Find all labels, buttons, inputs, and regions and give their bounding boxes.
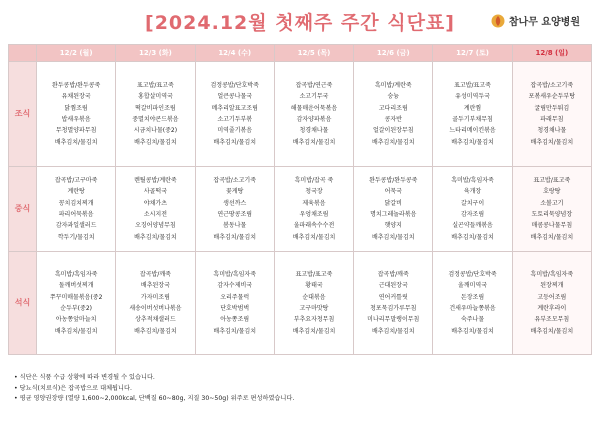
menu-item: 꽁치김치찌개 — [58, 199, 94, 207]
menu-item: 메추리알표고조림 — [211, 104, 258, 112]
menu-item: 잡곡밥/연근죽 — [295, 81, 333, 89]
menu-item: 미역줄기볶음 — [217, 127, 253, 135]
day-header: 12/4 (수) — [195, 45, 274, 62]
menu-item: 콩자반 — [384, 116, 402, 123]
menu-item: 쭈꾸미매물볶음(중2 — [49, 293, 103, 301]
menu-item: 된장찌개 — [540, 282, 564, 290]
menu-item: 해물매운어묵볶음 — [290, 104, 338, 112]
menu-item: 파리어묵볶음 — [58, 211, 94, 218]
menu-item: 소고기두부볶 — [217, 116, 253, 123]
menu-item: 얼갈이된장무침 — [372, 127, 414, 135]
menu-item: 흑미밥/흑임자죽 — [530, 270, 574, 278]
menu-item: 잡곡밥/소고기죽 — [213, 176, 256, 184]
hospital-logo — [491, 13, 580, 28]
menu-item: 무청멸양파무침 — [55, 127, 97, 135]
menu-item: 호랑탕 — [543, 188, 561, 196]
menu-item: 연근땅콩조림 — [217, 211, 253, 218]
menu-item: 배추김치/물김치 — [54, 138, 98, 146]
menu-cell — [195, 62, 274, 167]
menu-item: 돈장조림 — [460, 293, 485, 301]
header — [0, 0, 600, 40]
menu-item: 소볼고기 — [540, 199, 564, 207]
menu-item: 홍합살미역국 — [138, 93, 173, 101]
day-header: 12/6 (금) — [354, 45, 433, 62]
menu-item: 배추김치/물김치 — [292, 138, 336, 146]
menu-item: 배추김치/물김치 — [213, 233, 256, 241]
menu-item: 숙주나물 — [460, 316, 485, 324]
meal-label: 석식 — [9, 252, 37, 355]
menu-cell — [116, 252, 195, 355]
menu-item: 떡갈비파인조림 — [135, 104, 176, 112]
menu-cell — [354, 62, 433, 167]
menu-item: 표고밥/표고죽 — [295, 270, 333, 278]
menu-item: 배추김치/물김치 — [213, 327, 256, 335]
menu-item: 감자조림 — [460, 211, 485, 218]
menu-cell — [433, 167, 512, 252]
menu-item: 숭늉 — [387, 93, 400, 101]
note-item: • 식단은 식품 수급 상황에 따라 변경될 수 있습니다. — [14, 374, 155, 381]
menu-cell — [512, 252, 591, 355]
menu-item: 명치그레놀라볶음 — [370, 211, 417, 218]
menu-item: 근대된장국 — [378, 282, 408, 290]
menu-item: 시금치나물(중2) — [133, 127, 178, 135]
menu-item: 감자양파볶음 — [296, 116, 332, 123]
header-corner — [9, 45, 37, 62]
menu-item: 포볶새우순두부탕 — [528, 93, 576, 101]
menu-item: 야채가츠 — [143, 199, 168, 207]
menu-item: 건새우마늘쫑볶음 — [449, 305, 496, 312]
menu-cell — [433, 252, 512, 355]
menu-item: 감자수제비국 — [217, 282, 253, 290]
menu-item: 오징어양념무침 — [135, 222, 176, 230]
menu-item: 청경채나물 — [537, 127, 567, 135]
menu-item: 미나리무말랭이무침 — [367, 316, 420, 324]
oak-leaf-icon — [491, 14, 505, 28]
menu-cell — [116, 62, 195, 167]
menu-item: 검정콩밥/단호박죽 — [448, 270, 497, 278]
menu-item: 흑미밥/계란죽 — [374, 81, 412, 89]
menu-item: 잡곡밥/깨죽 — [377, 270, 409, 278]
menu-item: 파래무침 — [540, 116, 564, 123]
menu-item: 청국장 — [305, 188, 323, 196]
menu-item: 배추김치/물김치 — [134, 327, 177, 335]
meal-row — [9, 167, 592, 252]
menu-item: 골두기부채무침 — [452, 116, 493, 123]
menu-item: 배추김치/물김치 — [530, 327, 574, 335]
menu-cell — [433, 62, 512, 167]
menu-item: 소시지전 — [143, 211, 168, 218]
menu-item: 황태국 — [305, 282, 323, 290]
menu-item: 단호박범벅 — [220, 305, 250, 312]
menu-item: 매콤콩나물무침 — [531, 222, 573, 230]
menu-item: 연어커틀릿 — [378, 293, 408, 301]
menu-cell — [195, 252, 274, 355]
menu-item: 흑미밥/잡곡 죽 — [294, 176, 334, 184]
menu-item: 우엉채조림 — [299, 211, 329, 218]
menu-item: 실곤약들깨볶음 — [452, 222, 493, 230]
day-header-row — [9, 45, 592, 62]
menu-item: 배추김치/물김치 — [134, 233, 177, 241]
meal-label: 중식 — [9, 167, 37, 252]
menu-item: 깍두기/물김치 — [57, 233, 95, 241]
menu-item: 흑미밥/흑임자죽 — [213, 270, 256, 278]
menu-item: 검정콩밥/단호박죽 — [210, 81, 259, 89]
meal-row — [9, 252, 592, 355]
menu-item: 계란찜 — [463, 104, 482, 112]
menu-item: 육개장 — [463, 188, 482, 196]
menu-cell — [274, 252, 353, 355]
menu-item: 배추김치/물김치 — [451, 138, 494, 146]
meal-label: 조식 — [9, 62, 37, 167]
menu-item: 봄동나물 — [223, 222, 247, 230]
menu-cell — [354, 252, 433, 355]
day-header: 12/5 (목) — [274, 45, 353, 62]
menu-item: 유채된장국 — [61, 93, 91, 101]
menu-cell — [274, 167, 353, 252]
menu-item: 도토리묵양념장 — [531, 211, 573, 218]
menu-item: 햇양지 — [384, 222, 402, 230]
logo-text: 참나무 요양병원 — [508, 17, 580, 28]
meal-row — [9, 62, 592, 167]
menu-item: 갈치구이 — [460, 199, 485, 207]
menu-item: 고등어조림 — [537, 293, 567, 301]
menu-item: 표고밥/표고죽 — [533, 176, 571, 184]
menu-item: 울파래속수수전 — [293, 222, 335, 230]
menu-cell — [274, 62, 353, 167]
menu-item: 표고밥/표고죽 — [454, 81, 491, 89]
menu-item: 잡곡밥/소고기죽 — [530, 81, 574, 89]
menu-item: 배추된장국 — [140, 282, 170, 290]
menu-item: 고다리조림 — [378, 104, 408, 112]
menu-item: 중멸치야콘드볶음 — [132, 116, 179, 123]
menu-item: 청경채나물 — [299, 127, 329, 135]
menu-cell — [512, 62, 591, 167]
menu-cell — [512, 167, 591, 252]
menu-item: 배추김치/물김치 — [371, 327, 415, 335]
menu-item: 얼큰콩나물국 — [217, 93, 253, 101]
menu-item: 돌깨버섯찌개 — [58, 282, 94, 290]
menu-item: 잡곡밥/고구마죽 — [54, 176, 98, 184]
menu-item: 배추김치/물김치 — [54, 327, 98, 335]
note-item: • 평균 영양권장량 (열량 1,600~2,000kcal, 단백질 60~80g, 지질 30~50g) 위주로 편성하였습니다. — [14, 395, 295, 402]
menu-item: 사골떡국 — [143, 188, 168, 196]
menu-cell — [116, 167, 195, 252]
menu-item: 배추김치/물김치 — [530, 138, 574, 146]
menu-item: 배추김치/물김치 — [292, 327, 336, 335]
menu-item: 청포묵김가루무침 — [370, 305, 417, 312]
day-header: 12/3 (화) — [116, 45, 195, 62]
page-title: [2024.12월 첫째주 주간 식단표] — [145, 12, 455, 34]
menu-item: 흑미밥/흑임자죽 — [54, 270, 98, 278]
notes — [14, 373, 594, 405]
menu-item: 새송이버섯버나볶음 — [129, 305, 182, 312]
menu-item: 유성미역두국 — [455, 93, 490, 101]
menu-item: 소고기무국 — [299, 93, 329, 101]
menu-item: 유부조모무침 — [534, 316, 570, 324]
menu-cell — [354, 167, 433, 252]
menu-item: 배추김치/물김치 — [371, 233, 415, 241]
menu-item: 가자미조림 — [140, 293, 170, 301]
note-item: • 당뇨식(치료식)은 잡곡밥으로 대체됩니다. — [14, 384, 132, 392]
menu-item: 생선까스 — [223, 199, 247, 207]
menu-item: 표고밥/표고죽 — [137, 81, 174, 89]
menu-item: 배추김치/물김치 — [292, 233, 336, 241]
menu-item: 계란탕 — [67, 188, 85, 196]
menu-item: 어묵국 — [384, 188, 402, 196]
menu-item: 배추김치/물김치 — [134, 138, 177, 146]
menu-item: 배추김치/물김치 — [213, 138, 256, 146]
menu-item: 제육볶음 — [302, 199, 326, 207]
menu-cell — [37, 167, 116, 252]
menu-item: 완두콩밥/완두콩죽 — [51, 81, 101, 89]
menu-item: 잡곡밥/깨죽 — [139, 270, 171, 278]
menu-item: 고구마맛탕 — [299, 305, 329, 312]
day-header: 12/7 (토) — [433, 45, 512, 62]
menu-item: 순대볶음 — [302, 293, 326, 301]
menu-item: 배추김치/물김치 — [371, 138, 415, 146]
menu-item: 배추김치/물김치 — [451, 233, 494, 241]
menu-item: 감자과일샐러드 — [55, 222, 97, 230]
menu-item: 아농쫑조림 — [220, 316, 250, 324]
menu-item: 느타리메이킨볶음 — [449, 127, 496, 135]
day-header: 12/2 (월) — [37, 45, 116, 62]
menu-cell — [37, 252, 116, 355]
menu-item: 배추김치/물김치 — [451, 327, 494, 335]
menu-item: 울깨미역국 — [458, 282, 488, 290]
menu-item: 배추김치/물김치 — [530, 233, 574, 241]
menu-item: 상추적채샐러드 — [135, 316, 176, 324]
menu-item: 아농쫑앞마늘치 — [55, 316, 97, 324]
menu-item: 렌틸콩밥/계란죽 — [134, 176, 177, 184]
menu-item: 완두콩밥/완두콩죽 — [369, 176, 418, 184]
menu-item: 닭찜조림 — [64, 104, 88, 112]
menu-item: 부추요자청무침 — [293, 316, 335, 324]
menu-item: 굴림만두튀김 — [534, 104, 570, 112]
weekly-menu-table — [8, 44, 592, 355]
menu-item: 오리주물럭 — [220, 293, 250, 301]
menu-item: 밥새우볶음 — [61, 116, 91, 123]
menu-item: 순두부(중2) — [60, 305, 92, 312]
menu-cell — [37, 62, 116, 167]
day-header-sunday: 12/8 (일) — [512, 45, 591, 62]
menu-item: 흑미밥/흑임자죽 — [451, 176, 494, 184]
menu-item: 꽃게탕 — [226, 188, 244, 196]
menu-item: 계란후라이 — [537, 305, 567, 312]
menu-item: 닭갈비 — [384, 199, 402, 207]
menu-cell — [195, 167, 274, 252]
